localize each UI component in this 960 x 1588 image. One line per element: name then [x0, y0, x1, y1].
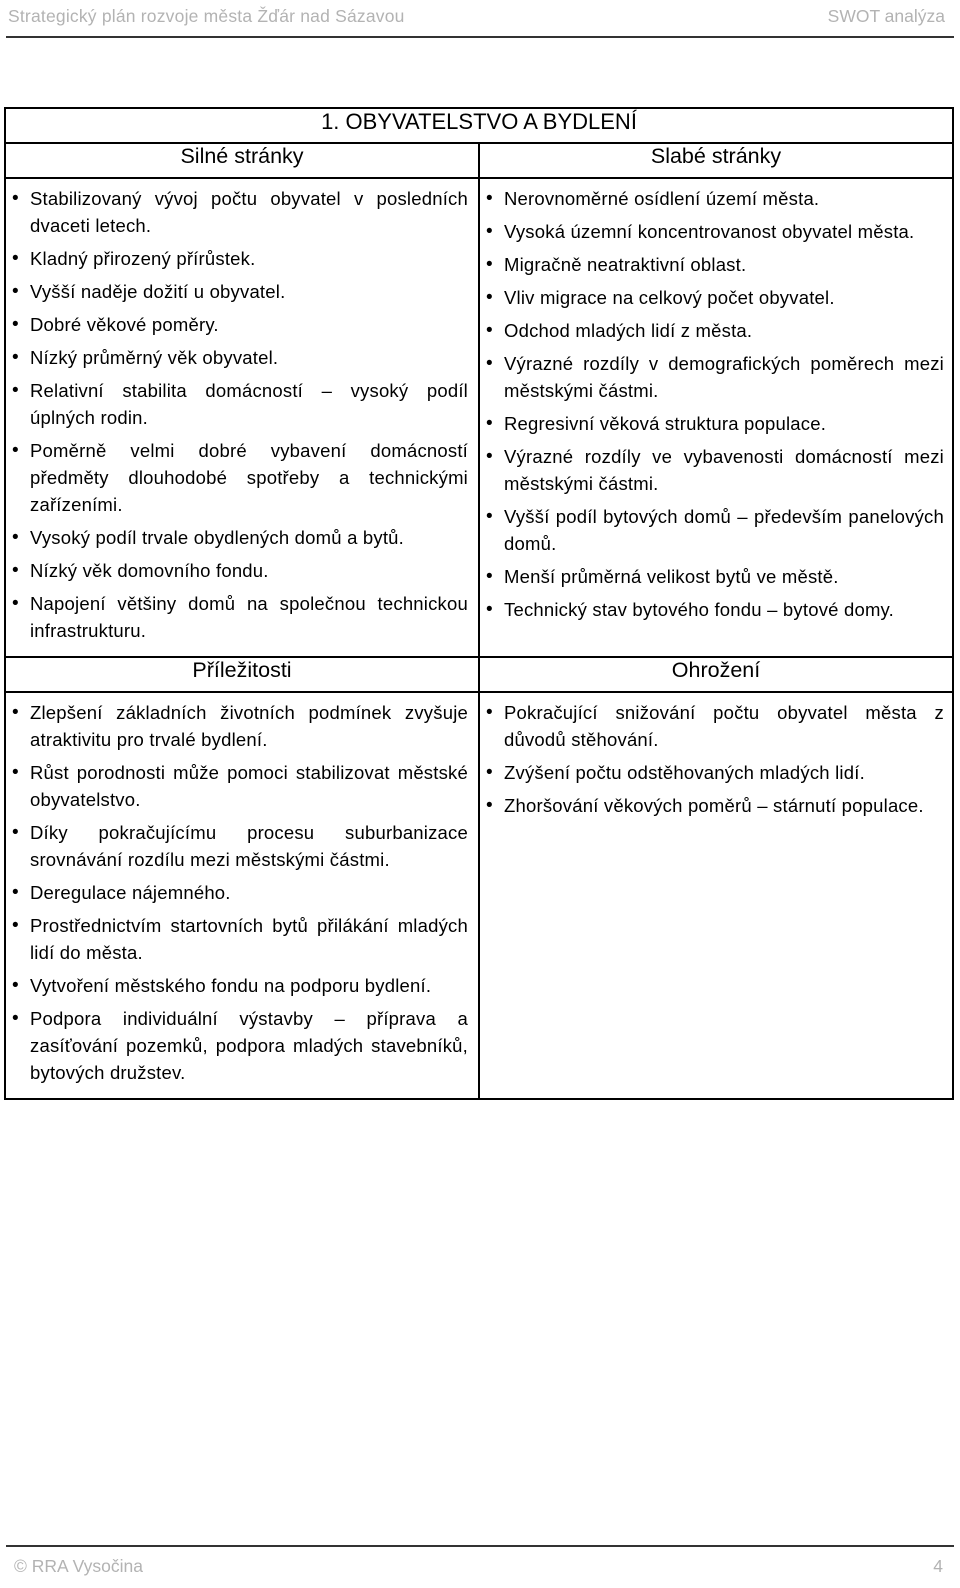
list-item: • Podpora individuální výstavby – příprava a zasíťování pozemků, podpora mladých stavebníků, bytových družstev.: [30, 1005, 468, 1086]
list-item: • Relativní stabilita domácností – vysoký podíl úplných rodin.: [30, 377, 468, 431]
strengths-heading: Silné stránky: [5, 143, 479, 178]
list-item: • Menší průměrná velikost bytů ve městě.: [504, 563, 944, 590]
list-item: • Vliv migrace na celkový počet obyvatel.: [504, 284, 944, 311]
list-item: • Vyšší podíl bytových domů – především panelových domů.: [504, 503, 944, 557]
threats-cell: [479, 692, 953, 1099]
list-item: • Díky pokračujícímu procesu suburbanizace srovnávání rozdílu mezi městskými částmi.: [30, 819, 468, 873]
list-item: • Stabilizovaný vývoj počtu obyvatel v posledních dvaceti letech.: [30, 185, 468, 239]
list-item: • Zhoršování věkových poměrů – stárnutí populace.: [504, 792, 944, 819]
document-title: Strategický plán rozvoje města Žďár nad Sázavou: [8, 6, 405, 26]
table-title: 1. OBYVATELSTVO A BYDLENÍ: [5, 108, 953, 143]
list-item: • Nízký věk domovního fondu.: [30, 557, 468, 584]
list-item: • Nerovnoměrné osídlení území města.: [504, 185, 944, 212]
list-item: • Dobré věkové poměry.: [30, 311, 468, 338]
opportunities-list: [6, 693, 478, 1098]
strengths-cell: [5, 178, 479, 657]
list-item: • Nízký průměrný věk obyvatel.: [30, 344, 468, 371]
list-item: • Napojení většiny domů na společnou technickou infrastrukturu.: [30, 590, 468, 644]
list-item: • Vysoký podíl trvale obydlených domů a bytů.: [30, 524, 468, 551]
page-number: 4: [933, 1556, 943, 1576]
list-item: • Pokračující snižování počtu obyvatel města z důvodů stěhování.: [504, 699, 944, 753]
section-title: SWOT analýza: [827, 6, 945, 26]
list-item: • Vytvoření městského fondu na podporu bydlení.: [30, 972, 468, 999]
list-item: • Zvýšení počtu odstěhovaných mladých lidí.: [504, 759, 944, 786]
threats-heading: Ohrožení: [479, 657, 953, 692]
weaknesses-cell: [479, 178, 953, 657]
list-item: • Výrazné rozdíly ve vybavenosti domácností mezi městskými částmi.: [504, 443, 944, 497]
strengths-list: [6, 179, 478, 656]
list-item: • Odchod mladých lidí z města.: [504, 317, 944, 344]
weaknesses-heading: Slabé stránky: [479, 143, 953, 178]
list-item: • Prostřednictvím startovních bytů přilákání mladých lidí do města.: [30, 912, 468, 966]
list-item: • Technický stav bytového fondu – bytové domy.: [504, 596, 944, 623]
page-header: [0, 0, 960, 38]
list-item: • Deregulace nájemného.: [30, 879, 468, 906]
list-item: • Poměrně velmi dobré vybavení domácností předměty dlouhodobé spotřeby a technickými zařízeními.: [30, 437, 468, 518]
list-item: • Migračně neatraktivní oblast.: [504, 251, 944, 278]
header-divider: [6, 36, 954, 38]
opportunities-heading: Příležitosti: [5, 657, 479, 692]
footer-copyright: © RRA Vysočina: [14, 1556, 143, 1576]
list-item: • Regresivní věková struktura populace.: [504, 410, 944, 437]
list-item: • Vyšší naděje dožití u obyvatel.: [30, 278, 468, 305]
threats-list: [480, 693, 952, 831]
list-item: • Růst porodnosti může pomoci stabilizovat městské obyvatelstvo.: [30, 759, 468, 813]
opportunities-cell: [5, 692, 479, 1099]
list-item: • Kladný přirozený přírůstek.: [30, 245, 468, 272]
swot-table: [4, 107, 954, 1100]
weaknesses-list: [480, 179, 952, 635]
list-item: • Vysoká územní koncentrovanost obyvatel města.: [504, 218, 944, 245]
footer-divider: [6, 1545, 954, 1547]
list-item: • Zlepšení základních životních podmínek zvyšuje atraktivitu pro trvalé bydlení.: [30, 699, 468, 753]
list-item: • Výrazné rozdíly v demografických poměrech mezi městskými částmi.: [504, 350, 944, 404]
